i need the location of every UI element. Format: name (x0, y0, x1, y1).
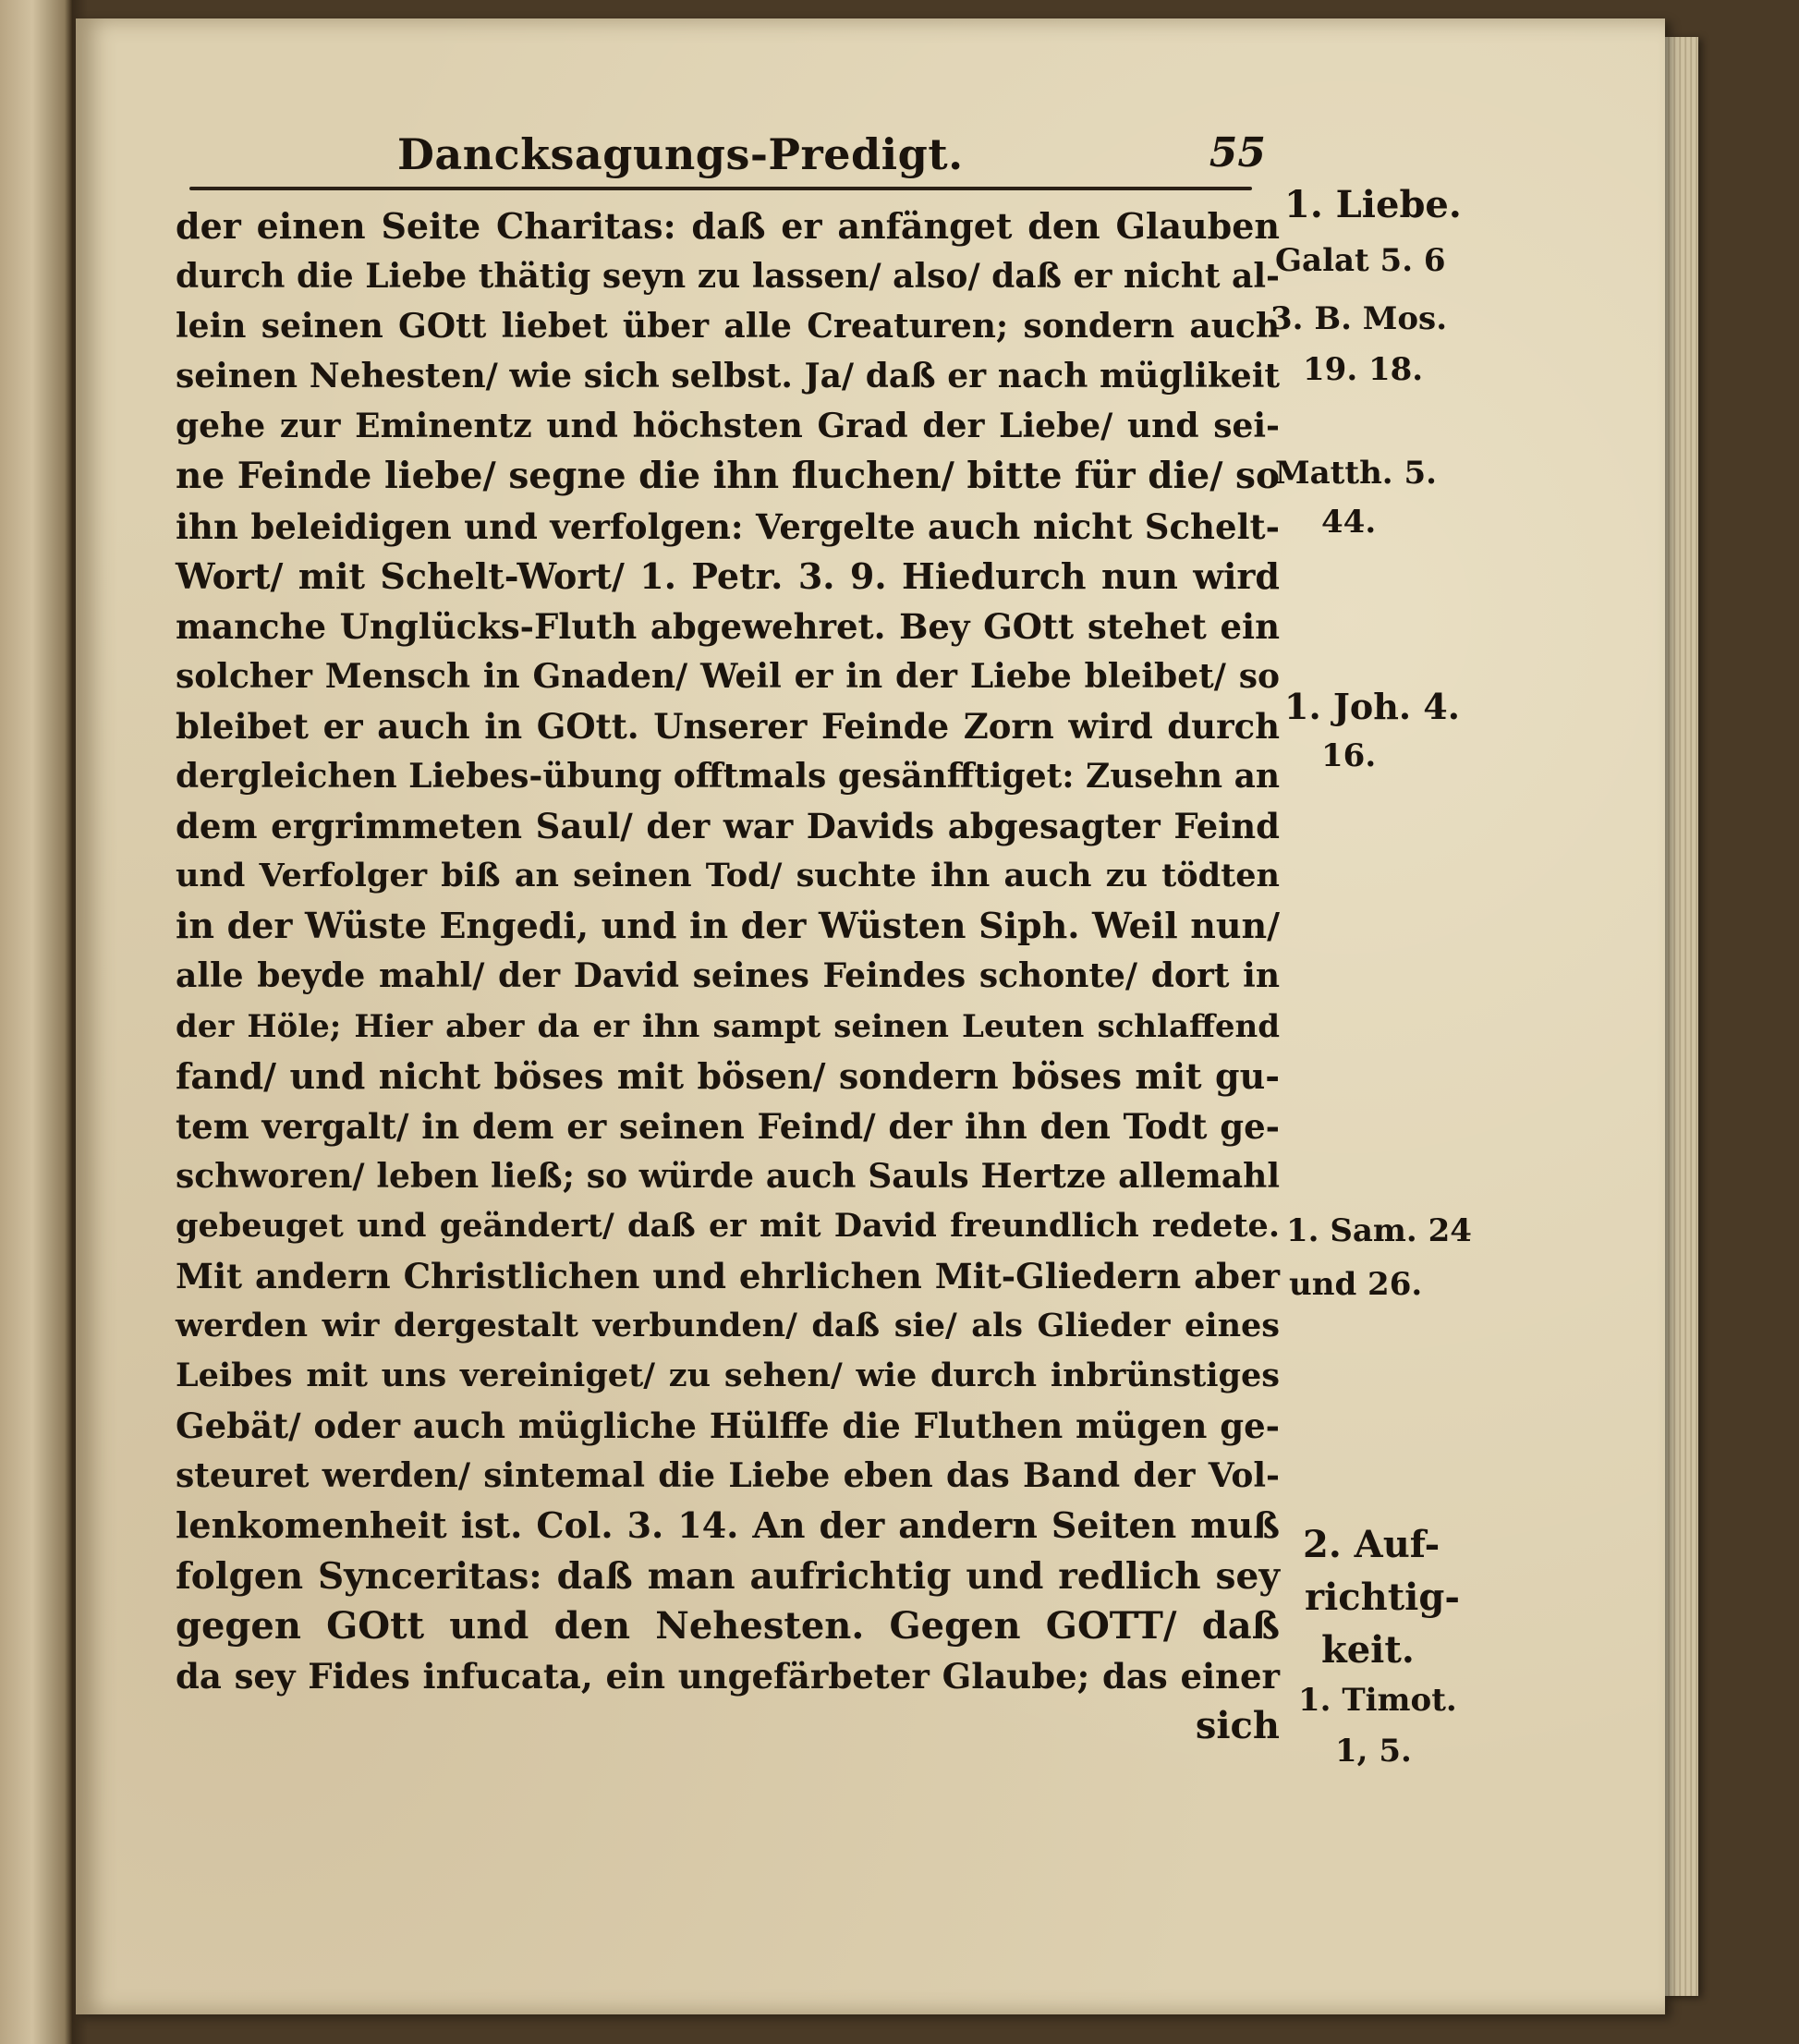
text-line: gehe zur Eminentz und höchsten Grad der Liebe/ und sei- (176, 407, 1280, 446)
text-line: seinen Nehesten/ wie sich selbst. Ja/ daß er nach müglikeit (176, 357, 1280, 396)
text-line: solcher Mensch in Gnaden/ Weil er in der Liebe bleibet/ so (176, 656, 1280, 696)
header-rule (189, 187, 1252, 190)
margin-note-mos: 3. B. Mos. (1270, 300, 1448, 337)
text-line: Wort/ mit Schelt-Wort/ 1. Petr. 3. 9. Hiedurch nun wird (176, 554, 1280, 597)
running-header (397, 129, 1266, 185)
header-title: Dancksagungs-Predigt. (397, 129, 964, 179)
text-line: ihn beleidigen und verfolgen: Vergelte auch nicht Schelt- (176, 505, 1280, 547)
margin-note-1-5: 1, 5. (1335, 1733, 1412, 1770)
text-line: folgen Synceritas: daß man aufrichtig und redlich sey (176, 1554, 1280, 1598)
text-line: durch die Liebe thätig seyn zu lassen/ also/ daß er nicht al- (176, 257, 1280, 297)
text-line: dergleichen Liebes-übung offtmals gesänfftiget: Zusehn an (176, 757, 1281, 797)
text-line: schworen/ leben ließ; so würde auch Sauls Hertze allemahl (176, 1156, 1280, 1196)
margin-note-matth: Matth. 5. (1275, 455, 1437, 492)
margin-note-timot: 1. Timot. (1298, 1682, 1457, 1719)
text-line: Mit andern Christlichen und ehrlichen Mit-Gliedern aber (176, 1255, 1280, 1296)
margin-note-44: 44. (1321, 504, 1377, 541)
text-line: steuret werden/ sintemal die Liebe eben das Band der Vol- (176, 1456, 1280, 1496)
text-line: dem ergrimmeten Saul/ der war Davids abgesagter Feind (176, 806, 1280, 847)
margin-note-und-26: und 26. (1289, 1266, 1423, 1303)
text-line: gebeuget und geändert/ daß er mit David freundlich redete. (176, 1206, 1280, 1245)
text-line: da sey Fides infucata, ein ungefärbeter Glaube; das einer (176, 1655, 1280, 1697)
text-line: Leibes mit uns vereiniget/ zu sehen/ wie durch inbrünstiges (176, 1357, 1280, 1395)
margin-note-sam: 1. Sam. 24 (1286, 1212, 1472, 1249)
margin-note-auf: 2. Auf- (1303, 1523, 1440, 1566)
text-line: werden wir dergestalt verbunden/ daß sie/ als Glieder eines (176, 1307, 1280, 1345)
margin-note-liebe: 1. Liebe. (1284, 183, 1462, 226)
page-number: 55 (1209, 129, 1266, 176)
catchword: sich (1195, 1703, 1280, 1747)
margin-note-richtig: richtig- (1305, 1576, 1460, 1619)
text-line: manche Unglücks-Fluth abgewehret. Bey GOtt stehet ein (176, 605, 1280, 647)
text-line: gegen GOtt und den Nehesten. Gegen GOTT/ daß (176, 1603, 1280, 1648)
margin-note-16: 16. (1321, 737, 1377, 774)
text-line: bleibet er auch in GOtt. Unserer Feinde Zorn wird durch (176, 705, 1280, 747)
text-line: lenkomenheit ist. Col. 3. 14. An der andern Seiten muß (176, 1504, 1280, 1547)
margin-note-galat: Galat 5. 6 (1275, 242, 1446, 279)
facing-page-edge (0, 0, 72, 2044)
text-line: der Höle; Hier aber da er ihn sampt seinen Leuten schlaffend (176, 1007, 1280, 1045)
text-line: und Verfolger biß an seinen Tod/ suchte ihn auch zu tödten (176, 857, 1280, 895)
page-stack-edges (1665, 37, 1698, 1996)
text-line: alle beyde mahl/ der David seines Feindes schonte/ dort in (176, 956, 1280, 996)
margin-note-keit: keit. (1321, 1628, 1415, 1672)
body-text (176, 201, 1280, 1751)
text-line: der einen Seite Charitas: daß er anfänget den Glauben (176, 205, 1280, 247)
text-line: fand/ und nicht böses mit bösen/ sondern böses mit gu- (176, 1054, 1280, 1097)
text-line: lein seinen GOtt liebet über alle Creaturen; sondern auch (176, 307, 1280, 347)
text-line: in der Wüste Engedi, und in der Wüsten Siph. Weil nun/ (176, 905, 1280, 947)
margin-note-joh: 1. Joh. 4. (1284, 686, 1460, 727)
text-line: Gebät/ oder auch mügliche Hülffe die Fluthen mügen ge- (176, 1405, 1280, 1447)
margin-note-19-18: 19. 18. (1303, 351, 1424, 388)
text-line: ne Feinde liebe/ segne die ihn fluchen/ bitte für die/ so (176, 455, 1280, 498)
text-line: tem vergalt/ in dem er seinen Feind/ der ihn den Todt ge- (176, 1105, 1280, 1147)
